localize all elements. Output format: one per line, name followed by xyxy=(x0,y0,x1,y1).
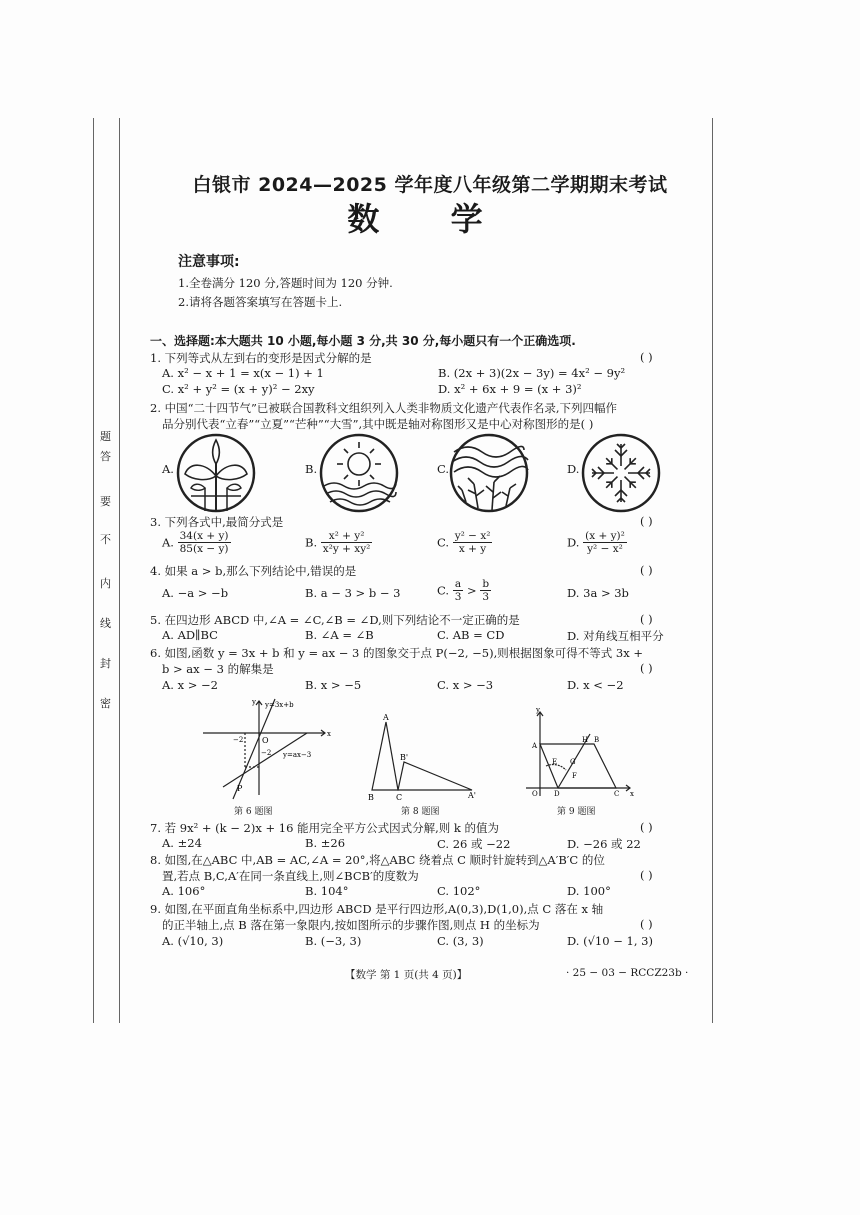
margin-char: 密 xyxy=(100,697,111,710)
option-b: B. xyxy=(305,462,318,476)
option-d: D. 对角线互相平分 xyxy=(567,629,664,643)
question-text: 1. 下列等式从左到右的变形是因式分解的是 xyxy=(150,351,372,365)
answer-paren: ( ) xyxy=(640,514,653,528)
figure-caption: 第 8 题图 xyxy=(401,807,440,817)
margin-char: 封 xyxy=(100,657,111,670)
denominator: x + y xyxy=(458,543,487,555)
question-text: 的正半轴上,点 B 落在第一象限内,按如图所示的步骤作图,则点 H 的坐标为 xyxy=(162,918,540,932)
vertex-label: A xyxy=(532,742,538,750)
fraction xyxy=(583,530,627,555)
x-axis-label: x xyxy=(327,730,331,738)
axis-label: y xyxy=(536,708,540,714)
binding-line-outer xyxy=(93,118,94,1023)
page-code: · 25 − 03 − RCCZ23b · xyxy=(566,967,689,979)
option-a: A. xyxy=(162,462,174,476)
question-text: b > ax − 3 的解集是 xyxy=(162,662,274,676)
numerator: y² − x² xyxy=(454,530,491,542)
option-d: D. 100° xyxy=(567,884,611,898)
option-c xyxy=(437,530,492,555)
parallelogram-abcd xyxy=(540,744,616,788)
answer-paren: ( ) xyxy=(640,917,653,931)
solar-term-spring-image xyxy=(175,432,257,514)
option-a: A. x > −2 xyxy=(162,678,219,692)
section-heading: 一、选择题:本大题共 10 小题,每小题 3 分,共 30 分,每小题只有一个正确选项. xyxy=(150,334,576,348)
vertex-label: B' xyxy=(400,753,409,762)
denominator: 85(x − y) xyxy=(179,543,229,555)
option-b: B. x > −5 xyxy=(305,678,362,692)
triangle-a-b-c xyxy=(398,762,472,790)
right-border-line xyxy=(712,118,713,1023)
option-a: A. (√10, 3) xyxy=(162,934,224,948)
question-text: 6. 如图,函数 y = 3x + b 和 y = ax − 3 的图象交于点 P(−2, −5),则根据图象可得不等式 3x + xyxy=(150,646,643,660)
point-label: E xyxy=(552,758,558,766)
point-label: H xyxy=(582,736,589,744)
option-b xyxy=(305,530,372,555)
option-a: A. 106° xyxy=(162,884,206,898)
vertex-label: A xyxy=(383,713,389,722)
notice-item: 2.请将各题答案填写在答题卡上. xyxy=(178,295,343,309)
answer-paren: ( ) xyxy=(640,661,653,675)
question-text: 7. 若 9x² + (k − 2)x + 16 能用完全平方公式因式分解,则 k 的值为 xyxy=(150,821,500,835)
binding-line-inner xyxy=(119,118,120,1023)
fraction xyxy=(453,578,464,603)
option-b: B. ∠A = ∠B xyxy=(305,628,374,642)
vertex-label: A' xyxy=(468,791,476,800)
numerator: b xyxy=(482,578,490,590)
vertex-label: D xyxy=(554,790,560,798)
question-text: 4. 如果 a > b,那么下列结论中,错误的是 xyxy=(150,564,357,578)
origin-label: O xyxy=(532,790,538,798)
page-footer: 【数学 第 1 页(共 4 页)】 xyxy=(345,969,468,981)
option-d: D. (√10 − 1, 3) xyxy=(567,934,653,948)
option-b: B. ±26 xyxy=(305,836,346,850)
option-a xyxy=(162,530,231,555)
vertex-label: B xyxy=(368,793,374,802)
line-label: y=ax−3 xyxy=(283,751,312,759)
option-d: D. −26 或 22 xyxy=(567,837,641,851)
option-d: D. x² + 6x + 9 = (x + 3)² xyxy=(438,382,582,396)
numerator: 34(x + y) xyxy=(179,530,229,542)
option-label: B. xyxy=(305,535,318,550)
question-text: 置,若点 B,C,A′在同一条直线上,则∠BCB′的度数为 xyxy=(162,869,419,883)
question-text: 9. 如图,在平面直角坐标系中,四边形 ABCD 是平行四边形,A(0,3),D(1,0),点 C 落在 x 轴 xyxy=(150,902,604,916)
option-a: A. x² − x + 1 = x(x − 1) + 1 xyxy=(162,366,324,380)
option-d: D. xyxy=(567,462,580,476)
option-c xyxy=(437,578,491,603)
margin-char: 答 xyxy=(100,450,111,463)
fraction xyxy=(321,530,373,555)
fraction xyxy=(480,578,491,603)
vertex-label: B xyxy=(594,736,600,744)
answer-paren: ( ) xyxy=(640,868,653,882)
option-b: B. (2x + 3)(2x − 3y) = 4x² − 9y² xyxy=(438,366,626,380)
subject-title: 数 学 xyxy=(347,200,513,238)
margin-char: 不 xyxy=(100,533,111,546)
option-c: C. AB = CD xyxy=(437,628,505,642)
solar-term-snow-image xyxy=(580,432,662,514)
notice-heading: 注意事项: xyxy=(178,254,240,270)
figure-caption: 第 9 题图 xyxy=(557,807,596,817)
question-text: 品分别代表“立春”“立夏”“芒种”“大雪”,其中既是轴对称图形又是中心对称图形的是( ) xyxy=(162,417,594,431)
solar-term-grain-image xyxy=(448,432,530,514)
vertex-label: C xyxy=(396,793,403,802)
denominator: 3 xyxy=(454,591,462,603)
option-b: B. (−3, 3) xyxy=(305,934,362,948)
denominator: 3 xyxy=(482,591,490,603)
option-a: A. AD∥BC xyxy=(162,628,218,642)
point-label: F xyxy=(572,772,577,780)
exam-title: 白银市 2024—2025 学年度八年级第二学期期末考试 xyxy=(192,174,668,196)
line-label: y=3x+b xyxy=(265,701,294,709)
margin-char: 内 xyxy=(100,577,111,590)
option-label: C. xyxy=(437,535,450,550)
answer-paren: ( ) xyxy=(640,563,653,577)
answer-paren: ( ) xyxy=(640,612,653,626)
option-c: C. x > −3 xyxy=(437,678,494,692)
comparison-sign: > xyxy=(467,583,477,598)
option-c: C. 26 或 −22 xyxy=(437,837,511,851)
question-text: 5. 在四边形 ABCD 中,∠A = ∠C,∠B = ∠D,则下列结论不一定正确的是 xyxy=(150,613,520,627)
fraction xyxy=(178,530,231,555)
figure-9-parallelogram xyxy=(522,708,637,800)
option-c: C. (3, 3) xyxy=(437,934,484,948)
tick-label: −2 xyxy=(233,736,244,744)
option-d: D. x < −2 xyxy=(567,678,624,692)
option-b: B. 104° xyxy=(305,884,349,898)
notice-item: 1.全卷满分 120 分,答题时间为 120 分钟. xyxy=(178,276,393,290)
figure-8-triangles xyxy=(360,710,485,802)
numerator: a xyxy=(453,578,464,591)
question-text: 3. 下列各式中,最简分式是 xyxy=(150,515,284,529)
margin-char: 题 xyxy=(100,430,111,443)
option-a: A. ±24 xyxy=(162,836,202,850)
figure-caption: 第 6 题图 xyxy=(234,807,273,817)
option-c: C. 102° xyxy=(437,884,481,898)
option-c: C. xyxy=(437,462,450,476)
solar-term-summer-image xyxy=(318,432,400,514)
option-c: C. x² + y² = (x + y)² − 2xy xyxy=(162,382,315,396)
tick-label: −2 xyxy=(261,749,272,757)
answer-paren: ( ) xyxy=(640,820,653,834)
triangle-abc xyxy=(372,722,398,790)
point-label: G xyxy=(570,758,576,766)
option-label: A. xyxy=(162,535,174,550)
vertex-label: C xyxy=(614,790,620,798)
axis-label: x xyxy=(630,790,634,798)
option-d xyxy=(567,530,627,555)
origin-label: O xyxy=(262,736,269,745)
question-text: 8. 如图,在△ABC 中,AB = AC,∠A = 20°,将△ABC 绕着点 C 顺时针旋转到△A′B′C 的位 xyxy=(150,853,605,867)
answer-paren: ( ) xyxy=(640,350,653,364)
margin-char: 要 xyxy=(100,495,111,508)
option-d: D. 3a > 3b xyxy=(567,586,629,600)
option-label: D. xyxy=(567,535,580,550)
option-b: B. a − 3 > b − 3 xyxy=(305,586,401,600)
numerator: x² + y² xyxy=(321,530,373,543)
question-text: 2. 中国“二十四节气”已被联合国教科文组织列入人类非物质文化遗产代表作名录,下列四幅作 xyxy=(150,401,618,415)
point-label: P xyxy=(237,784,243,793)
fraction xyxy=(453,530,493,555)
denominator: x²y + xy² xyxy=(322,543,371,555)
margin-char: 线 xyxy=(100,617,111,630)
y-axis-label: y xyxy=(252,698,256,706)
option-label: C. xyxy=(437,583,450,598)
figure-6-graph xyxy=(195,695,335,800)
denominator: y² − x² xyxy=(587,543,623,555)
option-a: A. −a > −b xyxy=(162,586,229,600)
numerator: (x + y)² xyxy=(585,530,625,542)
